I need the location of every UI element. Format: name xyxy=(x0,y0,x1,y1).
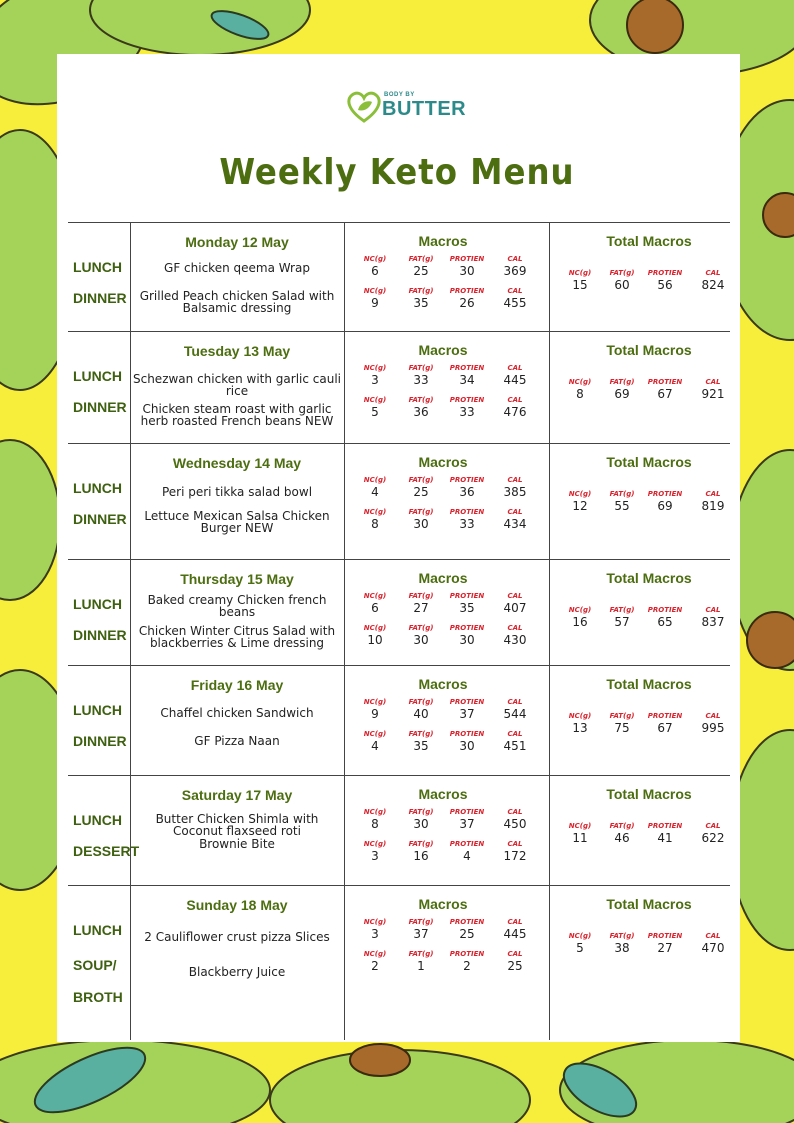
total-value: 824 xyxy=(701,278,725,292)
macro-value: 10 xyxy=(367,633,383,647)
macros-header: Macros xyxy=(418,342,468,358)
total-value: 11 xyxy=(572,831,588,845)
macro-key: FAT(g) xyxy=(408,476,434,484)
total-macros-header: Total Macros xyxy=(606,454,692,470)
macro-key: PROTIEN xyxy=(449,476,485,484)
macro-key: NC(g) xyxy=(363,808,387,816)
macro-key: CAL xyxy=(507,840,523,848)
macro-value: 407 xyxy=(503,601,527,615)
macro-key: CAL xyxy=(507,592,523,600)
total-value: 67 xyxy=(657,721,673,735)
total-key: CAL xyxy=(705,378,721,386)
macro-key: FAT(g) xyxy=(408,364,434,372)
macro-key: CAL xyxy=(507,255,523,263)
macro-key: FAT(g) xyxy=(408,592,434,600)
macro-value: 1 xyxy=(417,959,425,973)
macro-value: 455 xyxy=(503,296,527,310)
total-key: NC(g) xyxy=(568,606,592,614)
macro-key: NC(g) xyxy=(363,255,387,263)
macro-key: FAT(g) xyxy=(408,396,434,404)
meal-name: Chaffel chicken Sandwich xyxy=(160,706,314,720)
macro-key: NC(g) xyxy=(363,840,387,848)
meal-label: DINNER xyxy=(73,399,127,415)
macro-key: CAL xyxy=(507,698,523,706)
macro-value: 40 xyxy=(413,707,429,721)
total-key: FAT(g) xyxy=(609,712,635,720)
total-value: 622 xyxy=(701,831,725,845)
macro-value: 16 xyxy=(413,849,429,863)
macro-value: 451 xyxy=(503,739,527,753)
total-key: FAT(g) xyxy=(609,490,635,498)
total-macros-header: Total Macros xyxy=(606,342,692,358)
total-value: 69 xyxy=(657,499,673,513)
macro-key: FAT(g) xyxy=(408,730,434,738)
total-value: 38 xyxy=(614,941,630,955)
total-key: FAT(g) xyxy=(609,378,635,386)
macro-key: PROTIEN xyxy=(449,918,485,926)
total-key: NC(g) xyxy=(568,932,592,940)
meal-label: DINNER xyxy=(73,733,127,749)
macro-value: 6 xyxy=(371,264,379,278)
day-heading: Saturday 17 May xyxy=(181,787,293,803)
macro-key: FAT(g) xyxy=(408,255,434,263)
total-key: PROTIEN xyxy=(647,269,683,277)
total-value: 57 xyxy=(614,615,630,629)
macros-header: Macros xyxy=(418,896,468,912)
total-value: 65 xyxy=(657,615,673,629)
total-key: FAT(g) xyxy=(609,932,635,940)
macro-value: 30 xyxy=(413,817,429,831)
page-title: Weekly Keto Menu xyxy=(219,152,575,193)
macro-key: FAT(g) xyxy=(408,287,434,295)
brand-name: BUTTER xyxy=(382,98,467,120)
day-heading: Sunday 18 May xyxy=(186,897,288,913)
macro-key: FAT(g) xyxy=(408,508,434,516)
total-key: CAL xyxy=(705,606,721,614)
total-value: 56 xyxy=(657,278,673,292)
macro-key: PROTIEN xyxy=(449,698,485,706)
meal-name: Grilled Peach chicken Salad with Balsamic dressing xyxy=(139,289,335,315)
total-key: FAT(g) xyxy=(609,606,635,614)
total-key: CAL xyxy=(705,490,721,498)
total-key: CAL xyxy=(705,712,721,720)
macro-key: PROTIEN xyxy=(449,287,485,295)
total-value: 46 xyxy=(614,831,630,845)
total-key: CAL xyxy=(705,269,721,277)
total-key: NC(g) xyxy=(568,378,592,386)
macro-value: 6 xyxy=(371,601,379,615)
total-value: 69 xyxy=(614,387,630,401)
macro-key: CAL xyxy=(507,918,523,926)
total-key: NC(g) xyxy=(568,269,592,277)
macro-key: PROTIEN xyxy=(449,508,485,516)
macro-key: NC(g) xyxy=(363,508,387,516)
macro-value: 36 xyxy=(413,405,429,419)
meal-label: LUNCH xyxy=(73,368,122,384)
meal-label: LUNCH xyxy=(73,596,122,612)
total-key: PROTIEN xyxy=(647,606,683,614)
total-value: 8 xyxy=(576,387,584,401)
column-divider xyxy=(549,222,550,1040)
total-macros-header: Total Macros xyxy=(606,896,692,912)
total-value: 995 xyxy=(701,721,725,735)
macro-key: FAT(g) xyxy=(408,950,434,958)
macro-value: 434 xyxy=(503,517,527,531)
macro-key: PROTIEN xyxy=(449,950,485,958)
total-key: FAT(g) xyxy=(609,822,635,830)
total-value: 16 xyxy=(572,615,588,629)
macro-value: 4 xyxy=(463,849,471,863)
macros-header: Macros xyxy=(418,233,468,249)
day-heading: Monday 12 May xyxy=(185,234,289,250)
macro-key: CAL xyxy=(507,508,523,516)
macro-value: 385 xyxy=(503,485,527,499)
meal-name: 2 Cauliflower crust pizza Slices xyxy=(144,930,330,944)
total-key: PROTIEN xyxy=(647,932,683,940)
row-divider xyxy=(68,665,730,666)
meal-label: BROTH xyxy=(73,989,123,1005)
macro-value: 544 xyxy=(503,707,527,721)
total-key: PROTIEN xyxy=(647,712,683,720)
macro-value: 33 xyxy=(413,373,429,387)
column-divider xyxy=(344,222,345,1040)
row-divider xyxy=(68,885,730,886)
total-key: NC(g) xyxy=(568,822,592,830)
meal-label: DINNER xyxy=(73,290,127,306)
meal-name: Chicken Winter Citrus Salad with blackberries & Lime dressing xyxy=(138,624,336,650)
total-key: PROTIEN xyxy=(647,822,683,830)
macro-value: 37 xyxy=(413,927,429,941)
macro-value: 476 xyxy=(503,405,527,419)
macro-value: 37 xyxy=(459,817,475,831)
macro-value: 9 xyxy=(371,707,379,721)
total-key: PROTIEN xyxy=(647,378,683,386)
macro-value: 35 xyxy=(413,739,429,753)
total-value: 27 xyxy=(657,941,673,955)
macro-value: 30 xyxy=(413,517,429,531)
meal-name: Peri peri tikka salad bowl xyxy=(161,485,313,499)
macro-value: 30 xyxy=(459,739,475,753)
total-macros-header: Total Macros xyxy=(606,786,692,802)
macro-value: 37 xyxy=(459,707,475,721)
meal-name: Butter Chicken Shimla with Coconut flaxseed roti xyxy=(155,812,319,838)
macro-key: FAT(g) xyxy=(408,698,434,706)
total-value: 470 xyxy=(701,941,725,955)
macro-key: NC(g) xyxy=(363,287,387,295)
macro-key: FAT(g) xyxy=(408,918,434,926)
row-divider xyxy=(68,331,730,332)
total-key: CAL xyxy=(705,932,721,940)
macro-key: CAL xyxy=(507,287,523,295)
meal-label: LUNCH xyxy=(73,480,122,496)
macro-value: 430 xyxy=(503,633,527,647)
meal-name: Baked creamy Chicken french beans xyxy=(147,593,327,619)
macro-value: 445 xyxy=(503,927,527,941)
meal-name: GF chicken qeema Wrap xyxy=(164,261,310,275)
macro-value: 25 xyxy=(413,264,429,278)
total-value: 75 xyxy=(614,721,630,735)
meal-name: Schezwan chicken with garlic cauli rice xyxy=(132,372,342,398)
macro-value: 9 xyxy=(371,296,379,310)
macro-key: NC(g) xyxy=(363,698,387,706)
row-divider xyxy=(68,559,730,560)
macros-header: Macros xyxy=(418,454,468,470)
meal-label: DINNER xyxy=(73,627,127,643)
macro-key: FAT(g) xyxy=(408,624,434,632)
total-value: 5 xyxy=(576,941,584,955)
macro-value: 450 xyxy=(503,817,527,831)
macro-value: 33 xyxy=(459,405,475,419)
total-key: NC(g) xyxy=(568,490,592,498)
menu-card xyxy=(57,54,740,1042)
meal-name: Lettuce Mexican Salsa Chicken Burger NEW xyxy=(144,509,330,535)
macro-key: FAT(g) xyxy=(408,808,434,816)
macros-header: Macros xyxy=(418,570,468,586)
macro-value: 3 xyxy=(371,373,379,387)
macro-value: 445 xyxy=(503,373,527,387)
total-macros-header: Total Macros xyxy=(606,233,692,249)
total-value: 13 xyxy=(572,721,588,735)
macro-key: PROTIEN xyxy=(449,255,485,263)
total-key: PROTIEN xyxy=(647,490,683,498)
meal-label: LUNCH xyxy=(73,922,122,938)
meal-label: DINNER xyxy=(73,511,127,527)
macro-key: NC(g) xyxy=(363,918,387,926)
macro-key: NC(g) xyxy=(363,950,387,958)
macro-key: PROTIEN xyxy=(449,730,485,738)
macro-value: 35 xyxy=(459,601,475,615)
macro-value: 369 xyxy=(503,264,527,278)
macro-value: 8 xyxy=(371,517,379,531)
total-value: 55 xyxy=(614,499,630,513)
total-macros-header: Total Macros xyxy=(606,570,692,586)
macro-key: NC(g) xyxy=(363,364,387,372)
macro-value: 4 xyxy=(371,739,379,753)
macro-key: NC(g) xyxy=(363,592,387,600)
macro-key: CAL xyxy=(507,476,523,484)
brand-small: BODY BY xyxy=(384,92,415,98)
row-divider xyxy=(68,775,730,776)
meal-name: Brownie Bite xyxy=(199,837,275,851)
total-key: NC(g) xyxy=(568,712,592,720)
total-value: 837 xyxy=(701,615,725,629)
total-value: 67 xyxy=(657,387,673,401)
macro-key: PROTIEN xyxy=(449,592,485,600)
macro-value: 34 xyxy=(459,373,475,387)
macro-key: PROTIEN xyxy=(449,396,485,404)
macro-key: NC(g) xyxy=(363,396,387,404)
macro-key: NC(g) xyxy=(363,624,387,632)
macro-key: FAT(g) xyxy=(408,840,434,848)
macro-value: 2 xyxy=(463,959,471,973)
macro-key: PROTIEN xyxy=(449,808,485,816)
total-value: 41 xyxy=(657,831,673,845)
meal-name: Blackberry Juice xyxy=(188,965,286,979)
macro-value: 36 xyxy=(459,485,475,499)
day-heading: Tuesday 13 May xyxy=(183,343,291,359)
macro-value: 5 xyxy=(371,405,379,419)
total-value: 819 xyxy=(701,499,725,513)
heart-leaf-logo-icon xyxy=(344,88,384,124)
macro-key: NC(g) xyxy=(363,476,387,484)
total-key: FAT(g) xyxy=(609,269,635,277)
macro-key: PROTIEN xyxy=(449,624,485,632)
macro-value: 25 xyxy=(459,927,475,941)
macro-value: 4 xyxy=(371,485,379,499)
macro-value: 30 xyxy=(459,633,475,647)
macro-key: CAL xyxy=(507,730,523,738)
meal-name: GF Pizza Naan xyxy=(194,734,280,748)
meal-label: LUNCH xyxy=(73,702,122,718)
macro-value: 35 xyxy=(413,296,429,310)
meal-label: LUNCH xyxy=(73,259,122,275)
macro-value: 3 xyxy=(371,849,379,863)
macro-value: 30 xyxy=(459,264,475,278)
meal-label: LUNCH xyxy=(73,812,122,828)
macro-key: PROTIEN xyxy=(449,840,485,848)
macro-value: 2 xyxy=(371,959,379,973)
macros-header: Macros xyxy=(418,786,468,802)
macro-value: 26 xyxy=(459,296,475,310)
total-value: 921 xyxy=(701,387,725,401)
row-divider xyxy=(68,222,730,223)
total-value: 60 xyxy=(614,278,630,292)
macro-value: 27 xyxy=(413,601,429,615)
total-value: 12 xyxy=(572,499,588,513)
macros-header: Macros xyxy=(418,676,468,692)
meal-name: Chicken steam roast with garlic herb roasted French beans NEW xyxy=(140,402,334,428)
macro-key: CAL xyxy=(507,950,523,958)
meal-label: SOUP/ xyxy=(73,957,117,973)
day-heading: Wednesday 14 May xyxy=(172,455,302,471)
day-heading: Friday 16 May xyxy=(190,677,284,693)
meal-label: DESSERT xyxy=(73,843,140,859)
row-divider xyxy=(68,443,730,444)
macro-key: CAL xyxy=(507,364,523,372)
total-key: CAL xyxy=(705,822,721,830)
total-value: 15 xyxy=(572,278,588,292)
macro-key: CAL xyxy=(507,808,523,816)
macro-value: 25 xyxy=(413,485,429,499)
macro-value: 172 xyxy=(503,849,527,863)
macro-value: 8 xyxy=(371,817,379,831)
day-heading: Thursday 15 May xyxy=(180,571,294,587)
macro-value: 30 xyxy=(413,633,429,647)
macro-key: CAL xyxy=(507,396,523,404)
macro-value: 25 xyxy=(507,959,523,973)
total-macros-header: Total Macros xyxy=(606,676,692,692)
macro-value: 33 xyxy=(459,517,475,531)
macro-key: NC(g) xyxy=(363,730,387,738)
macro-key: PROTIEN xyxy=(449,364,485,372)
macro-key: CAL xyxy=(507,624,523,632)
macro-value: 3 xyxy=(371,927,379,941)
